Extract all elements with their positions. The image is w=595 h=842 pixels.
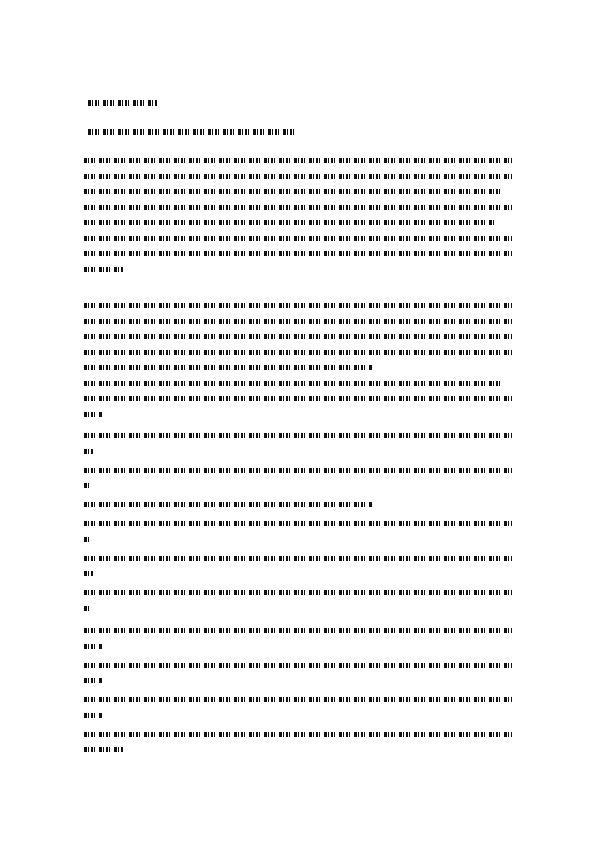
paragraph-2 (84, 303, 512, 427)
document-header (88, 100, 158, 107)
section-title (88, 129, 298, 136)
paragraph-1 (84, 158, 512, 282)
list-block-2 (84, 628, 512, 763)
list-block (84, 433, 512, 621)
